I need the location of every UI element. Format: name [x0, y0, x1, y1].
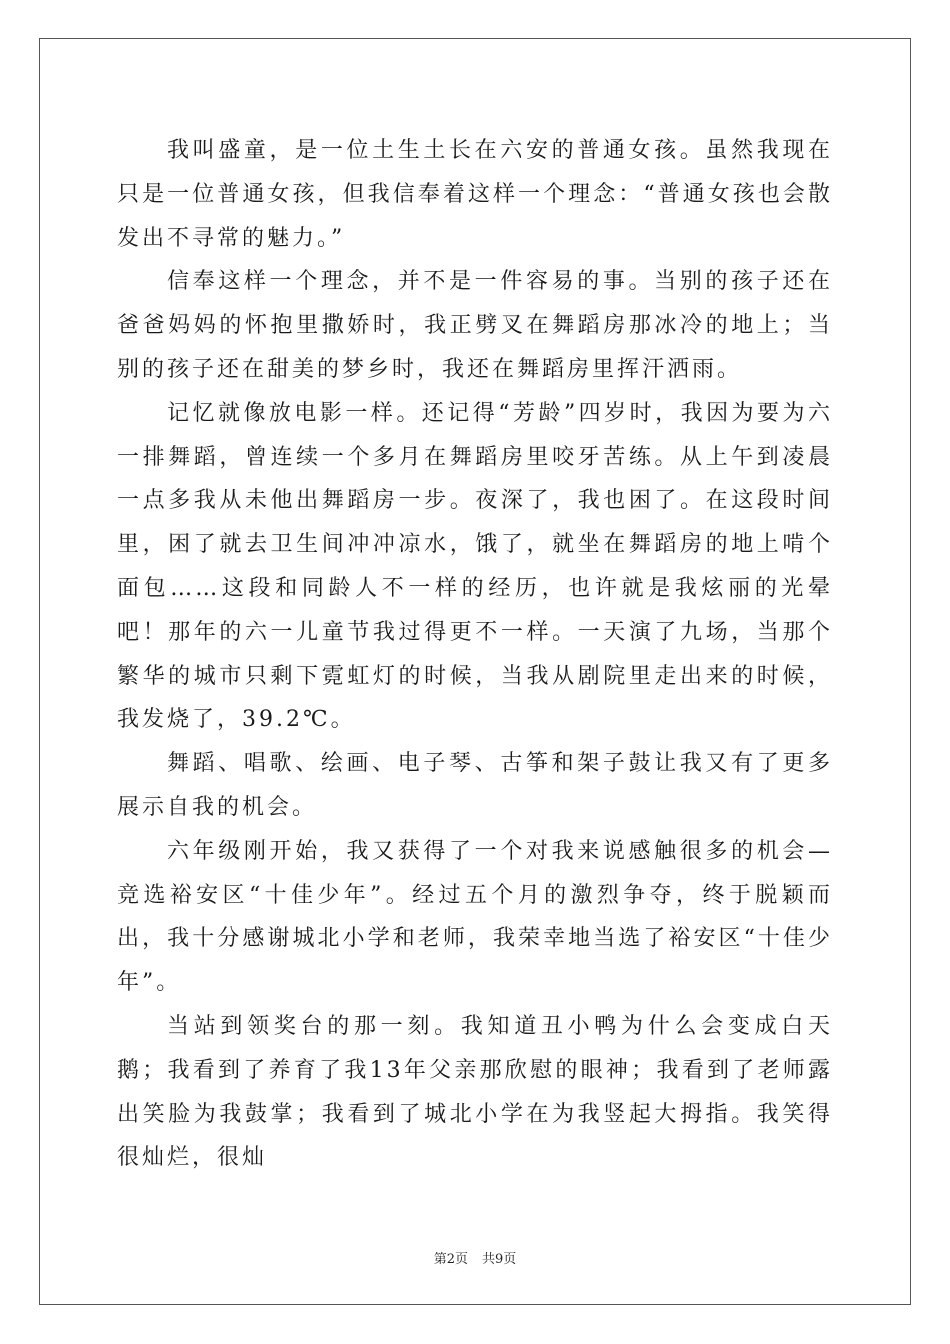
paragraph-2: 信奉这样一个理念，并不是一件容易的事。当别的孩子还在爸爸妈妈的怀抱里撒娇时，我正劈叉在舞蹈房那冰冷的地上；当别的孩子还在甜美的梦乡时，我还在舞蹈房里挥汗洒雨。 [117, 269, 833, 382]
document-body [117, 129, 833, 1180]
page-footer [0, 1248, 950, 1267]
page-total: 共9页 [482, 1252, 517, 1267]
paragraph-6: 当站到领奖台的那一刻。我知道丑小鸭为什么会变成白天鹅；我看到了养育了我13年父亲那欣慰的眼神；我看到了老师露出笑脸为我鼓掌；我看到了城北小学在为我竖起大拇指。我笑得很灿烂，很灿 [117, 1013, 833, 1171]
paragraph-3: 记忆就像放电影一样。还记得“芳龄”四岁时，我因为要为六一排舞蹈，曾连续一个多月在舞蹈房里咬牙苦练。从上午到凌晨一点多我从未他出舞蹈房一步。夜深了，我也困了。在这段时间里，困了就去卫生间冲冲凉水，饿了，就坐在舞蹈房的地上啃个面包……这段和同龄人不一样的经历，也许就是我炫丽的光晕吧！那年的六一儿童节我过得更不一样。一天演了九场，当那个繁华的城市只剩下霓虹灯的时候，当我从剧院里走出来的时候，我发烧了，39.2℃。 [117, 400, 833, 733]
paragraph-4: 舞蹈、唱歌、绘画、电子琴、古筝和架子鼓让我又有了更多展示自我的机会。 [117, 751, 833, 820]
page-number: 第2页 [433, 1252, 468, 1267]
paragraph-5: 六年级刚开始，我又获得了一个对我来说感触很多的机会—竞选裕安区“十佳少年”。经过五个月的激烈争夺，终于脱颖而出，我十分感谢城北小学和老师，我荣幸地当选了裕安区“十佳少年”。 [117, 838, 833, 996]
paragraph-1: 我叫盛童，是一位土生土长在六安的普通女孩。虽然我现在只是一位普通女孩，但我信奉着这样一个理念：“普通女孩也会散发出不寻常的魅力。” [117, 138, 833, 251]
